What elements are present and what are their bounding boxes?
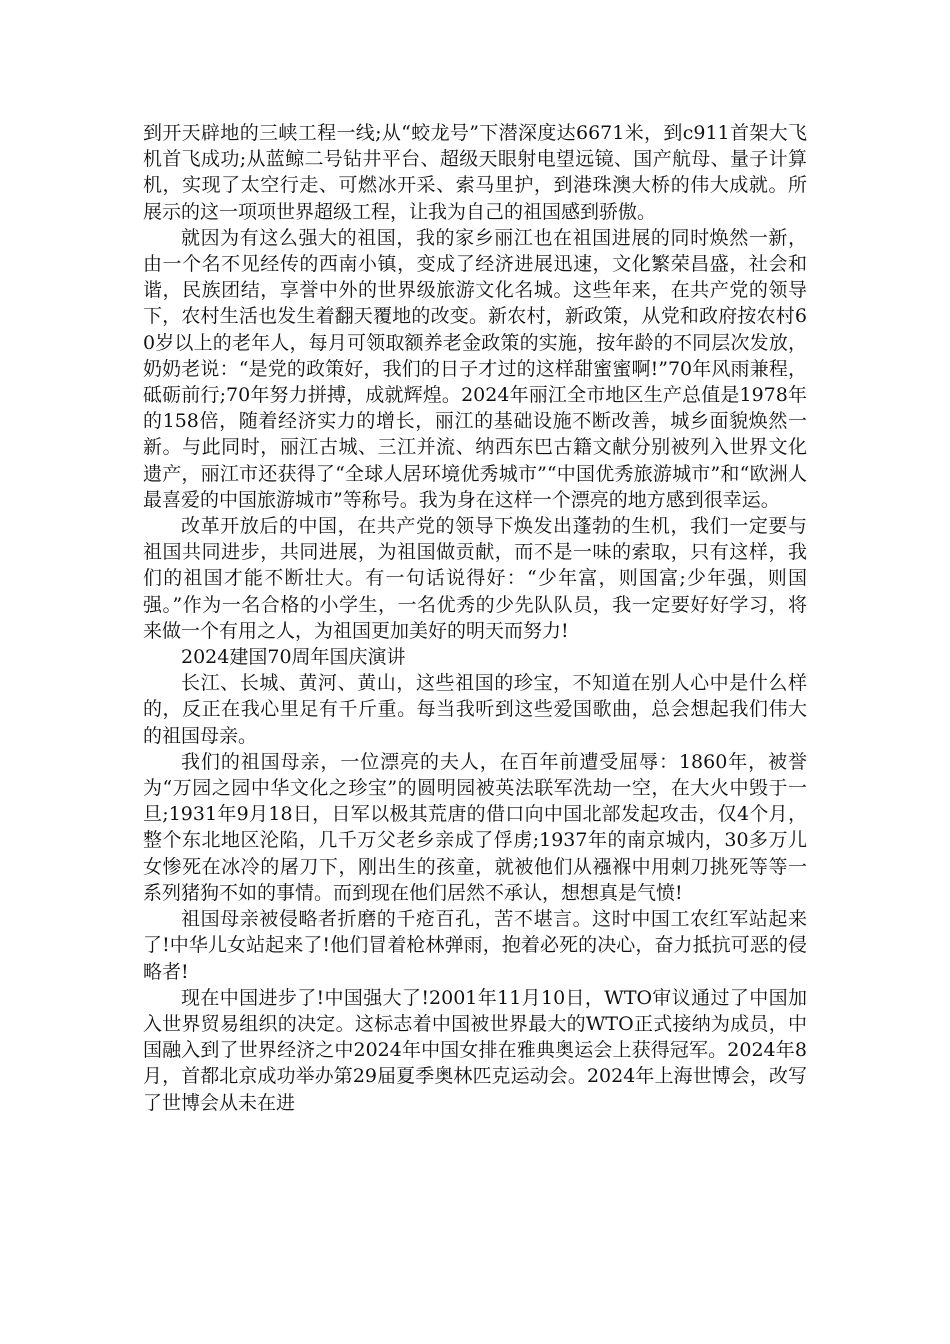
paragraph-3: 改革开放后的中国，在共产党的领导下焕发出蓬勃的生机，我们一定要与祖国共同进步，共同进展，为祖国做贡献，而不是一味的索取，只有这样，我们的祖国才能不断壮大。有一句话说得好：“少年富，则国富;少年强，则国强。”作为一名合格的小学生，一名优秀的少先队队员，我一定要好好学习，将来做一个有用之人，为祖国更加美好的明天而努力! xyxy=(143,515,807,642)
paragraph-1: 到开天辟地的三峡工程一线;从“蛟龙号”下潜深度达6671米，到c911首架大飞机首飞成功;从蓝鲸二号钻井平台、超级天眼射电望远镜、国产航母、量子计算机，实现了太空行走、可燃冰开采、索马里护，到港珠澳大桥的伟大成就。所展示的这一项项世界超级工程，让我为自己的祖国感到骄傲。 xyxy=(143,122,807,223)
speech-title: 2024建国70周年国庆演讲 xyxy=(181,646,406,669)
paragraph-8: 现在中国进步了!中国强大了!2001年11月10日，WTO审议通过了中国加入世界贸易组织的决定。这标志着中国被世界最大的WTO正式接纳为成员，中国融入到了世界经济之中2024年中国女排在雅典奥运会上获得冠军。2024年8月，首都北京成功举办第29届夏季奥林匹克运动会。2024年上海世博会，改写了世博会从未在进 xyxy=(143,986,807,1114)
paragraph-6: 我们的祖国母亲，一位漂亮的夫人，在百年前遭受屈辱：1860年，被誉为“万园之园中华文化之珍宝”的圆明园被英法联军洗劫一空，在大火中毁于一旦;1931年9月18日，日军以极其荒唐的借口向中国北部发起攻击，仅4个月，整个东北地区沦陷，几千万父老乡亲成了俘虏;1937年的南京城内，30多万儿女惨死在冰冷的屠刀下，刚出生的孩童，就被他们从襁褓中用刺刀挑死等等一系列猪狗不如的事情。而到现在他们居然不承认，想想真是气愤! xyxy=(143,750,807,904)
paragraph-5: 长江、长城、黄河、黄山，这些祖国的珍宝，不知道在别人心中是什么样的，反正在我心里足有千斤重。每当我听到这些爱国歌曲，总会想起我们伟大的祖国母亲。 xyxy=(143,672,807,747)
paragraph-2: 就因为有这么强大的祖国，我的家乡丽江也在祖国进展的同时焕然一新，由一个名不见经传的西南小镇，变成了经济进展迅速，文化繁荣昌盛，社会和谐，民族团结，享誉中外的世界级旅游文化名城。这些年来，在共产党的领导下，农村生活也发生着翻天覆地的改变。新农村，新政策，从党和政府按农村60岁以上的老年人，每月可领取额养老金政策的实施，按年龄的不同层次发放，奶奶老说：“是党的政策好，我们的日子才过的这样甜蜜蜜啊!”70年风雨兼程，砥砺前行;70年努力拼搏，成就辉煌。2024年丽江全市地区生产总值是1978年的158倍，随着经济实力的增长，丽江的基础设施不断改善，城乡面貌焕然一新。与此同时，丽江古城、三江并流、纳西东巴古籍文献分别被列入世界文化遗产，丽江市还获得了“全球人居环境优秀城市”“中国优秀旅游城市”和“欧洲人最喜爱的中国旅游城市”等称号。我为身在这样一个漂亮的地方感到很幸运。 xyxy=(143,226,807,511)
document-page xyxy=(143,120,807,1116)
paragraph-7: 祖国母亲被侵略者折磨的千疮百孔，苦不堪言。这时中国工农红军站起来了!中华儿女站起来了!他们冒着枪林弹雨，抱着必死的决心，奋力抵抗可恶的侵略者! xyxy=(143,908,807,983)
